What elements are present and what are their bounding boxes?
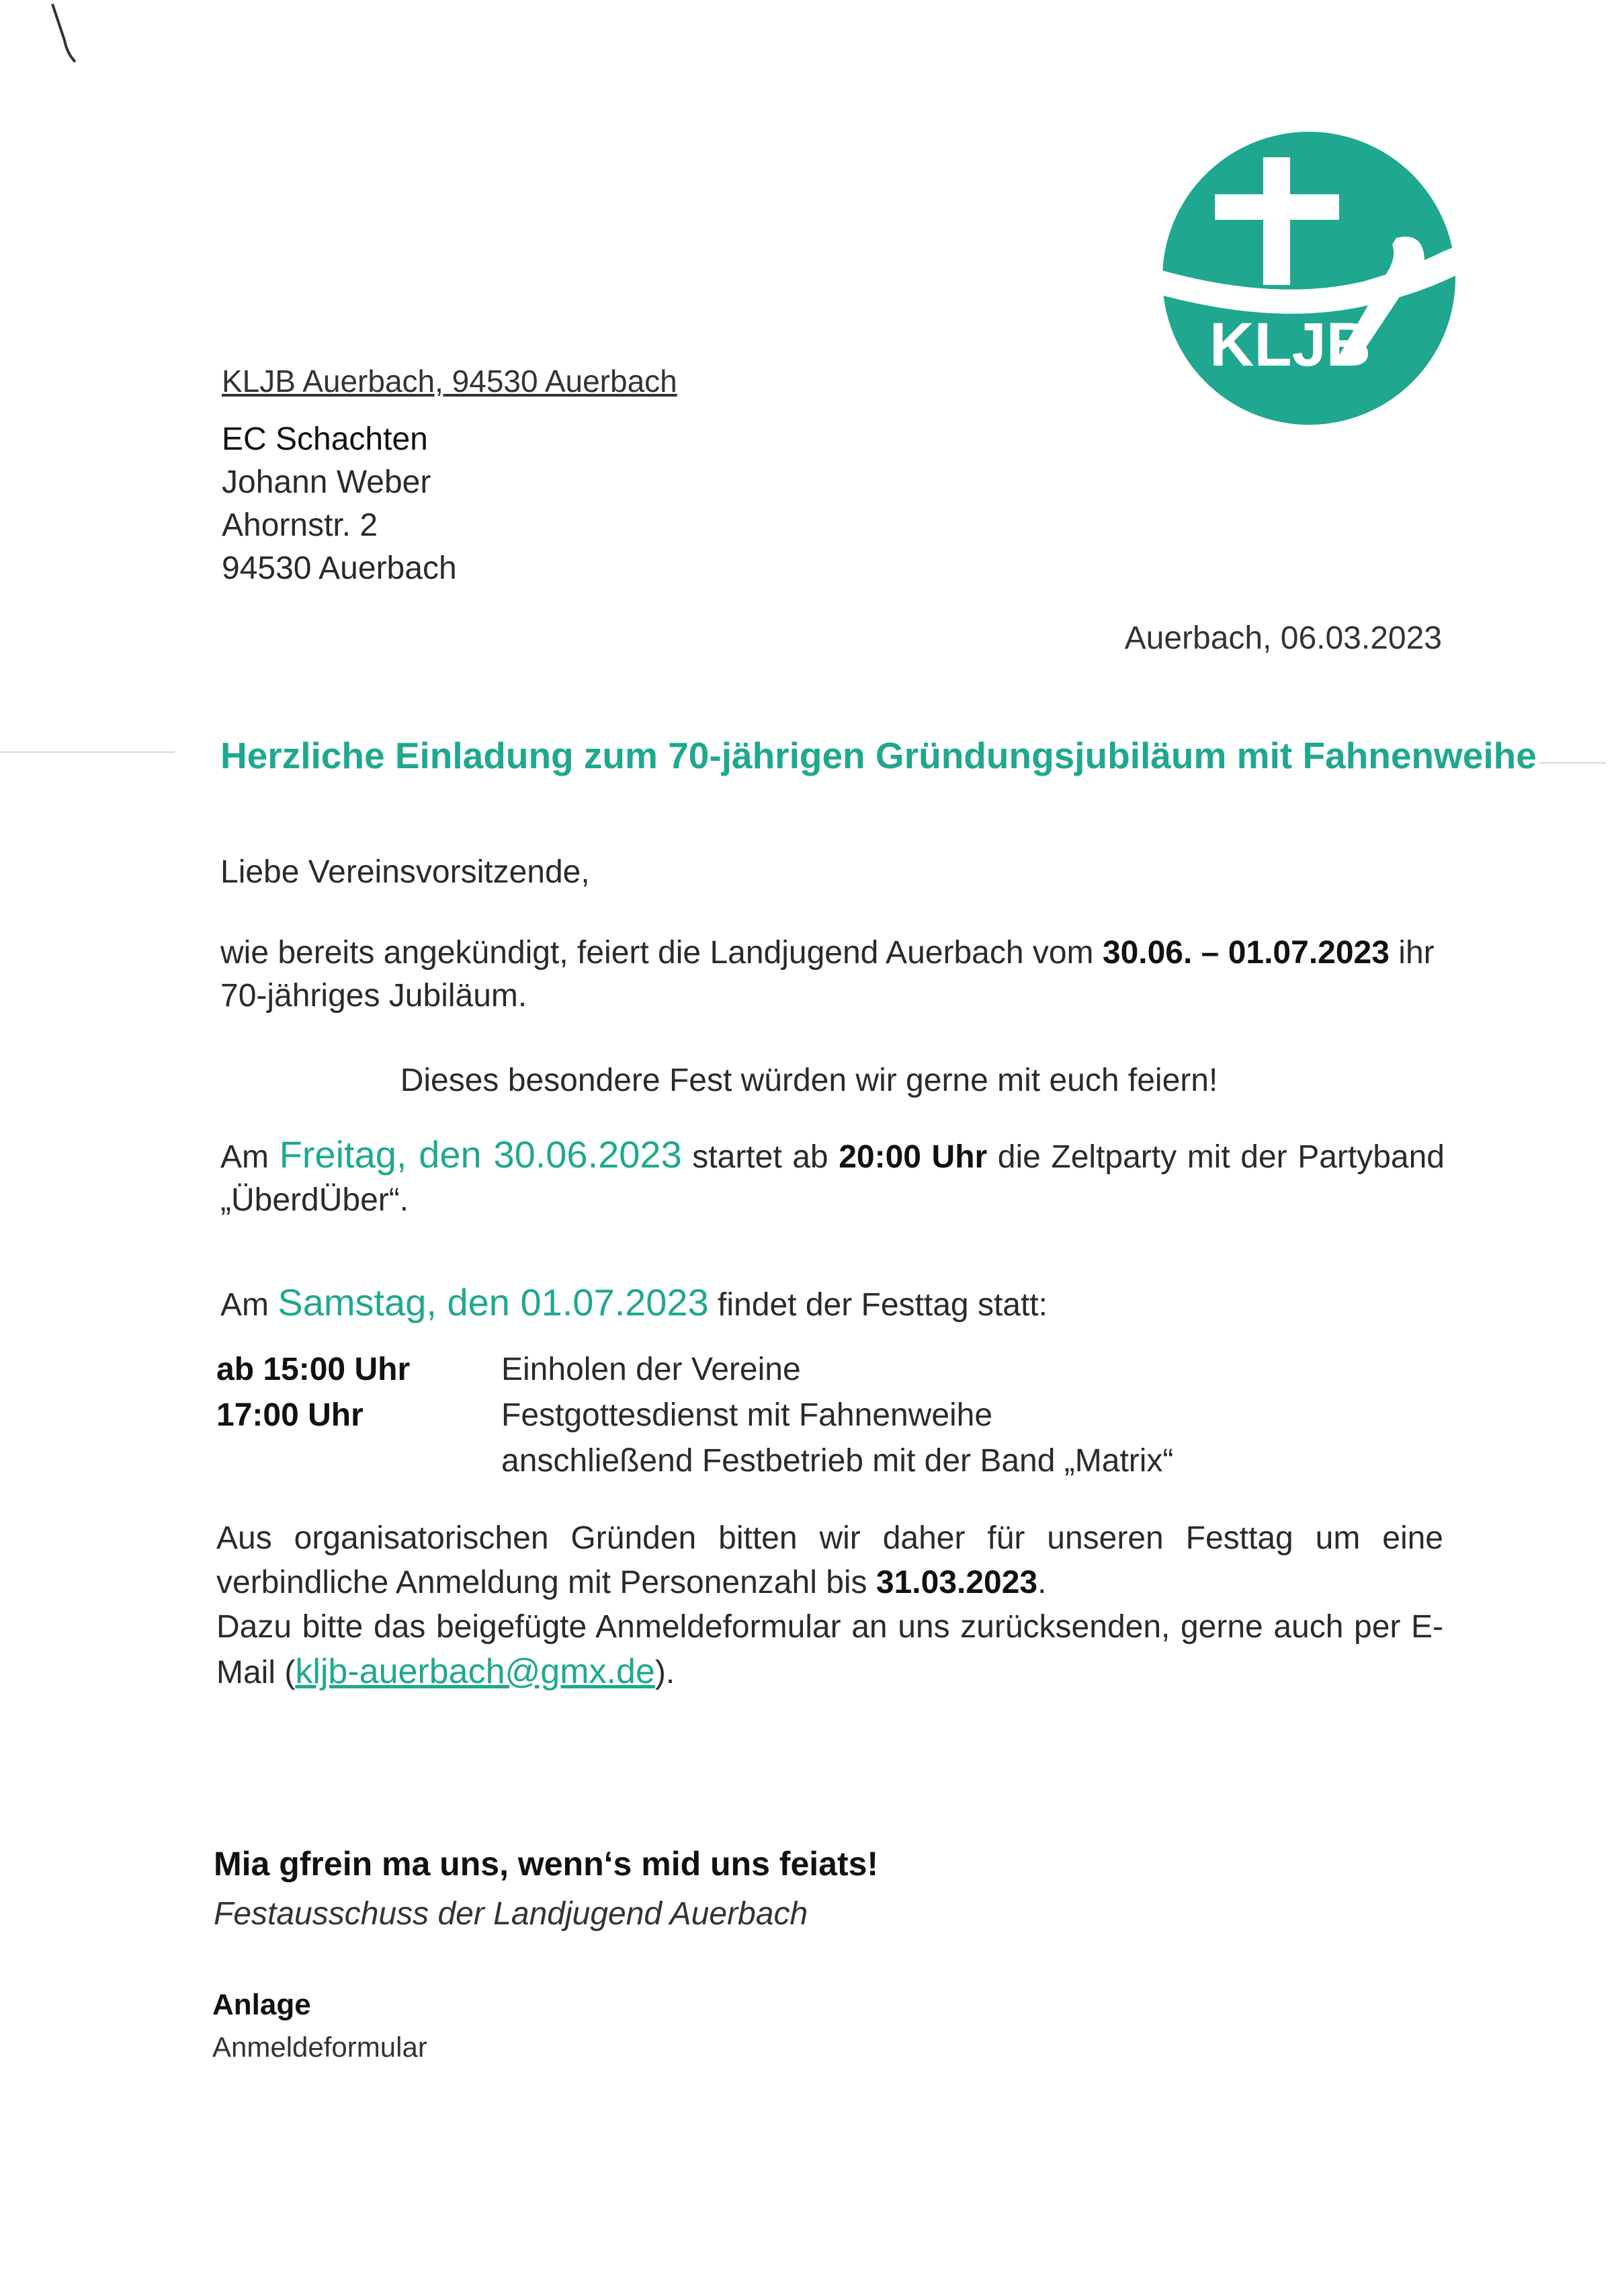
schedule-row	[216, 1347, 1173, 1393]
festival-dates: 30.06. – 01.07.2023	[1102, 935, 1390, 971]
organization-paragraph	[216, 1516, 1443, 1695]
friday-middle: startet ab	[681, 1139, 839, 1175]
intro-text-1: wie bereits angekündigt, feiert die Landjugend Auerbach vom	[220, 935, 1103, 971]
schedule-desc: Einholen der Vereine	[501, 1352, 801, 1387]
org-text-4: ).	[654, 1655, 675, 1690]
logo-text: KLJB	[1209, 311, 1371, 379]
recipient-name: EC Schachten	[222, 421, 428, 457]
email-link[interactable]: kljb-auerbach@gmx.de	[295, 1652, 655, 1691]
sender-line: KLJB Auerbach, 94530 Auerbach	[222, 364, 677, 399]
kljb-logo	[1161, 130, 1457, 426]
closing-line: Mia gfrein ma uns, wenn‘s mid uns feiats!	[214, 1845, 879, 1883]
schedule-desc: anschließend Festbetrieb mit der Band „Matrix“	[501, 1443, 1174, 1479]
schedule-row	[216, 1393, 1173, 1438]
attachment-label: Anlage	[212, 1988, 311, 2021]
friday-paragraph	[220, 1133, 1445, 1222]
schedule	[216, 1347, 1173, 1484]
recipient-city: 94530 Auerbach	[222, 550, 457, 586]
registration-deadline: 31.03.2023	[876, 1565, 1038, 1600]
friday-suffix: die Zeltparty mit der Partyband „ÜberdÜber“.	[220, 1139, 1445, 1218]
schedule-time: 17:00 Uhr	[216, 1397, 364, 1433]
letter-title: Herzliche Einladung zum 70-jährigen Gründungsjubiläum mit Fahnenweihe	[220, 735, 1537, 776]
greeting: Liebe Vereinsvorsitzende,	[220, 854, 590, 890]
recipient-street: Ahornstr. 2	[222, 507, 378, 543]
friday-time: 20:00 Uhr	[839, 1139, 988, 1175]
schedule-time: ab 15:00 Uhr	[216, 1352, 411, 1387]
scratch-mark	[47, 0, 101, 74]
saturday-prefix: Am	[220, 1287, 278, 1323]
saturday-suffix: findet der Festtag statt:	[708, 1287, 1048, 1323]
friday-prefix: Am	[220, 1139, 280, 1175]
org-text-1: Aus organisatorischen Gründen bitten wir daher für unseren Festtag um eine verbindliche Anmeldung mit Personenzahl bis	[216, 1520, 1443, 1600]
intro-paragraph	[220, 932, 1443, 1018]
signature: Festausschuss der Landjugend Auerbach	[214, 1896, 808, 1932]
scan-artifact	[0, 751, 175, 753]
attachment-item: Anmeldeformular	[212, 2031, 427, 2063]
schedule-desc: Festgottesdienst mit Fahnenweihe	[501, 1397, 993, 1433]
org-text-3: Dazu bitte das beigefügte Anmeldeformular an uns zurücksenden, gerne auch per E-Mail (	[216, 1609, 1443, 1690]
scan-artifact	[1539, 762, 1606, 764]
friday-date: Freitag, den 30.06.2023	[279, 1133, 682, 1176]
recipient-contact: Johann Weber	[222, 464, 431, 500]
intro-text-2: ihr 70-jähriges Jubiläum.	[220, 935, 1435, 1014]
recipient-address	[222, 418, 457, 590]
schedule-row	[216, 1438, 1173, 1484]
schedule-time	[216, 1438, 501, 1484]
letter-date: Auerbach, 06.03.2023	[1124, 620, 1442, 656]
saturday-date: Samstag, den 01.07.2023	[278, 1281, 709, 1323]
org-text-2: .	[1037, 1565, 1047, 1600]
saturday-paragraph	[220, 1281, 1048, 1327]
centered-line: Dieses besondere Fest würden wir gerne mit euch feiern!	[400, 1063, 1218, 1098]
